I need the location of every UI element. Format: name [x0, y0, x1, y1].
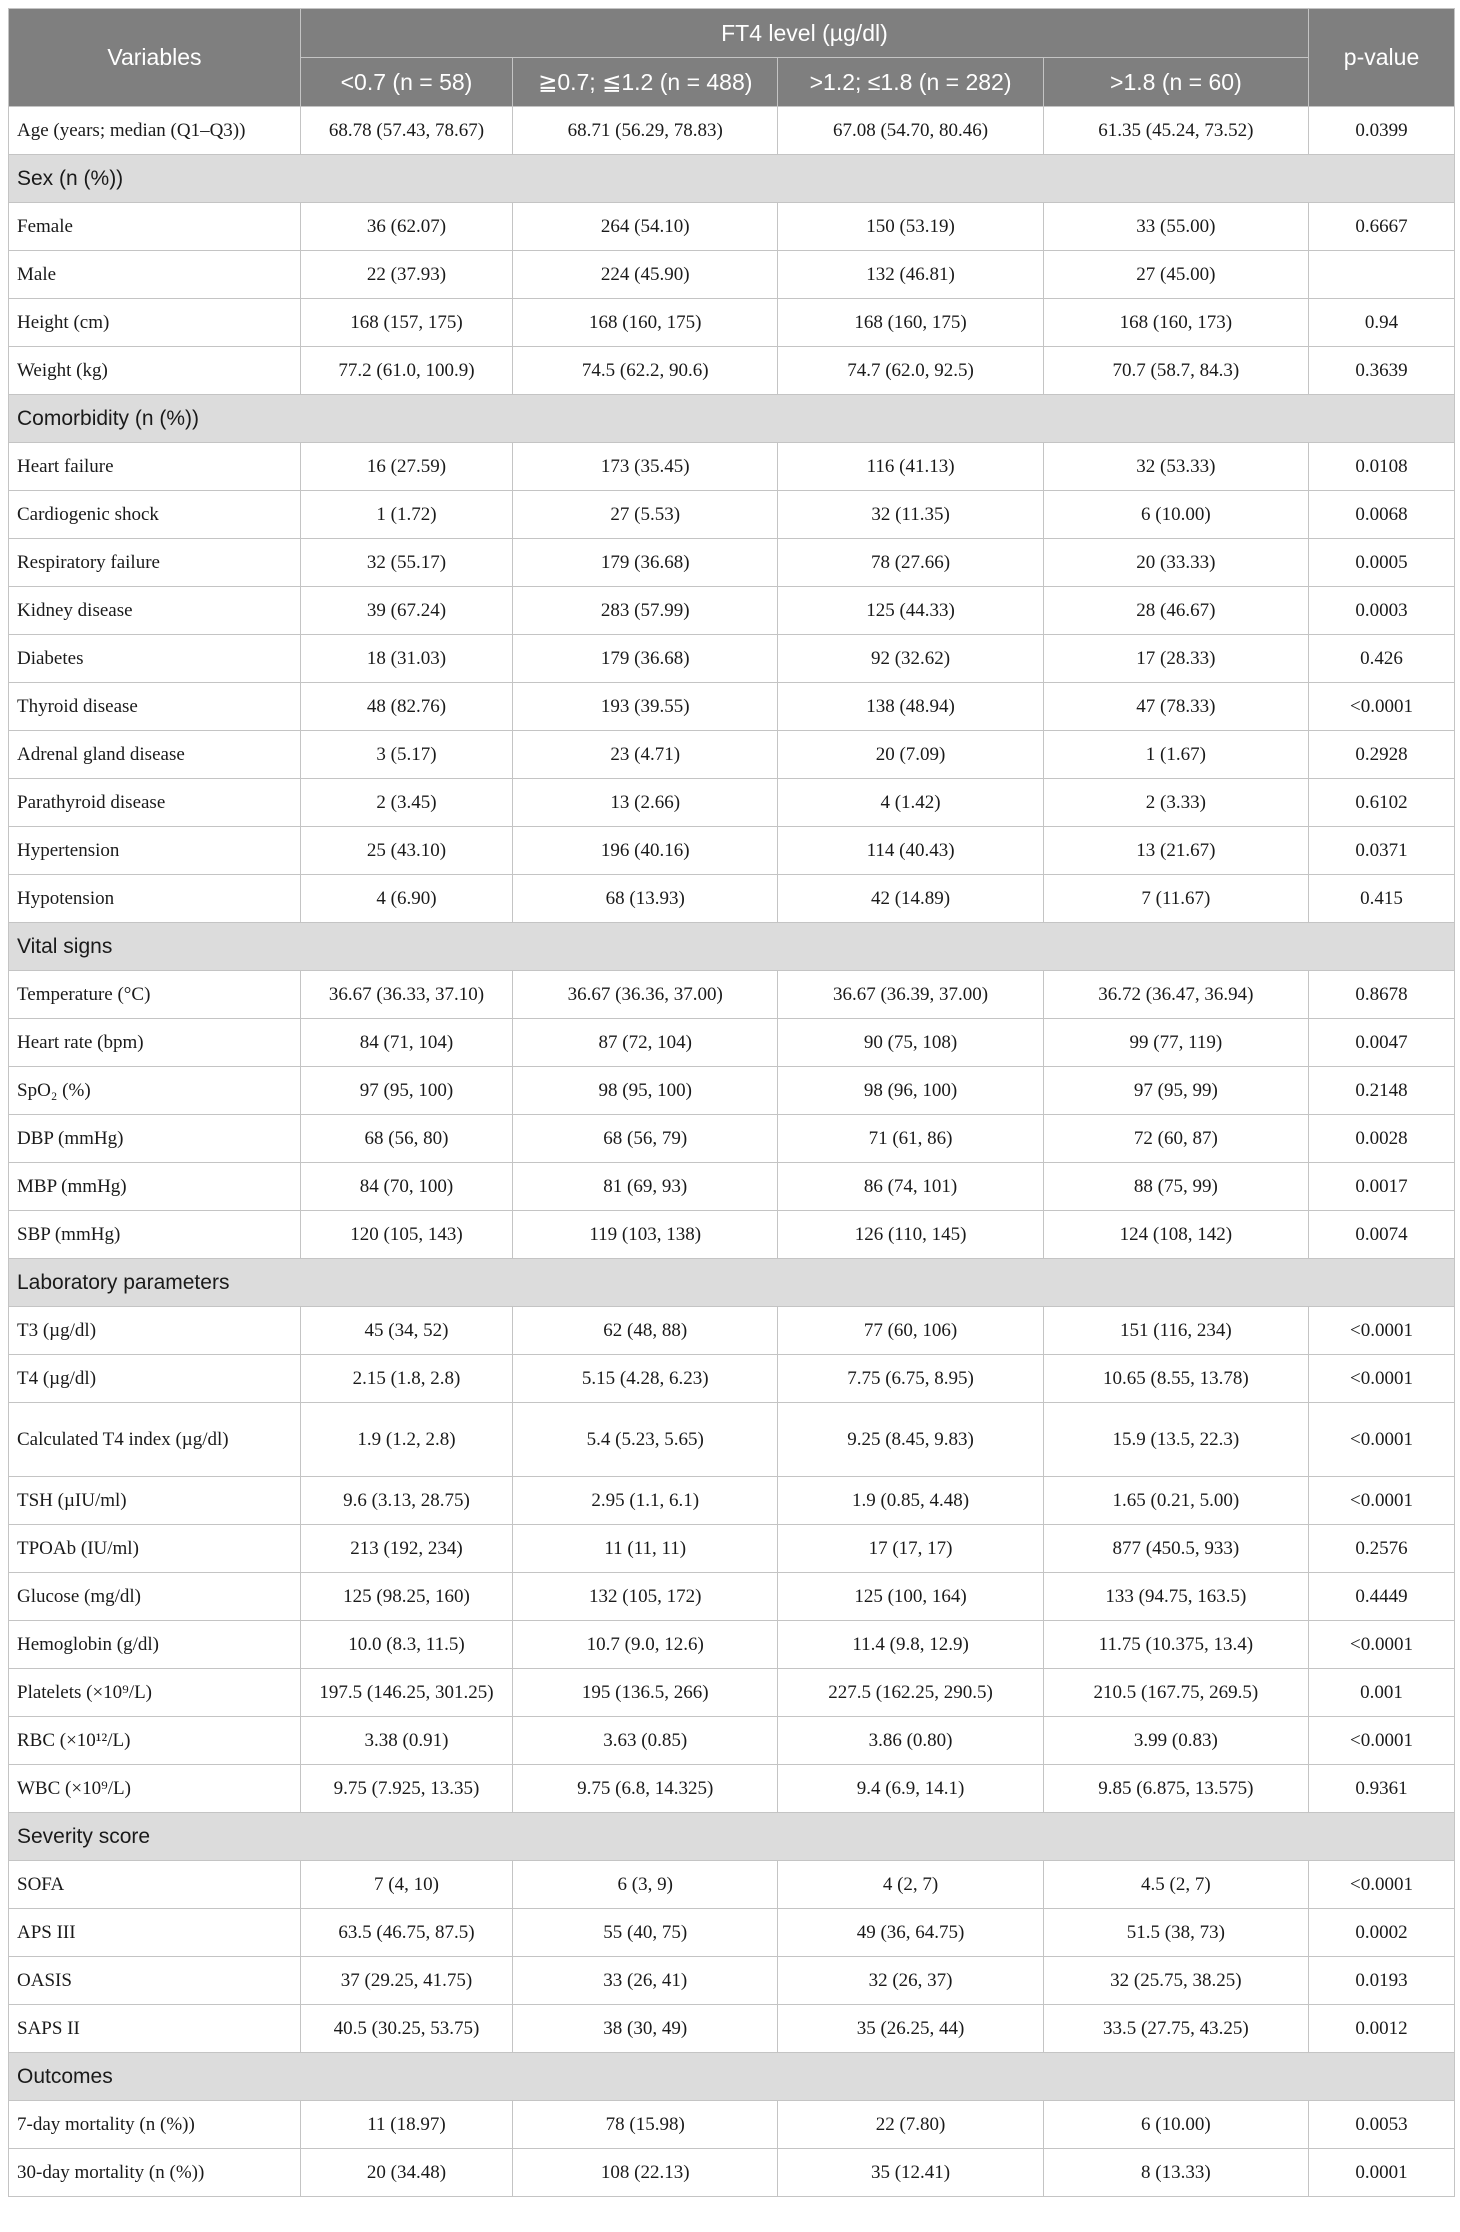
cell-value: 33.5 (27.75, 43.25) — [1043, 2005, 1308, 2053]
row-label: SBP (mmHg) — [9, 1211, 301, 1259]
cell-value: 2 (3.45) — [300, 779, 512, 827]
cell-value: 132 (46.81) — [778, 251, 1043, 299]
cell-value: 68 (13.93) — [513, 875, 778, 923]
table-row — [9, 971, 1455, 1019]
cell-value: 61.35 (45.24, 73.52) — [1043, 107, 1308, 155]
cell-value: 22 (7.80) — [778, 2101, 1043, 2149]
table-row — [9, 1621, 1455, 1669]
cell-value: 33 (26, 41) — [513, 1957, 778, 2005]
cell-p-value: 0.8678 — [1309, 971, 1455, 1019]
cell-value: 227.5 (162.25, 290.5) — [778, 1669, 1043, 1717]
table-row — [9, 635, 1455, 683]
cell-value: 68.78 (57.43, 78.67) — [300, 107, 512, 155]
cell-value: 133 (94.75, 163.5) — [1043, 1573, 1308, 1621]
section-label: Vital signs — [9, 923, 1455, 971]
cell-p-value: 0.6102 — [1309, 779, 1455, 827]
table-header — [9, 9, 1455, 107]
cell-value: 16 (27.59) — [300, 443, 512, 491]
row-label: TPOAb (IU/ml) — [9, 1525, 301, 1573]
cell-value: 45 (34, 52) — [300, 1307, 512, 1355]
cell-value: 35 (26.25, 44) — [778, 2005, 1043, 2053]
cell-value: 9.6 (3.13, 28.75) — [300, 1477, 512, 1525]
row-label: Height (cm) — [9, 299, 301, 347]
table-row — [9, 683, 1455, 731]
cell-p-value: 0.0108 — [1309, 443, 1455, 491]
header-column: ≧0.7; ≦1.2 (n = 488) — [513, 58, 778, 107]
cell-value: 3.38 (0.91) — [300, 1717, 512, 1765]
cell-p-value: 0.4449 — [1309, 1573, 1455, 1621]
cell-value: 195 (136.5, 266) — [513, 1669, 778, 1717]
cell-value: 51.5 (38, 73) — [1043, 1909, 1308, 1957]
cell-value: 4 (2, 7) — [778, 1861, 1043, 1909]
cell-value: 98 (96, 100) — [778, 1067, 1043, 1115]
cell-value: 36.67 (36.39, 37.00) — [778, 971, 1043, 1019]
table-row — [9, 1115, 1455, 1163]
table-row — [9, 1211, 1455, 1259]
cell-p-value: 0.2928 — [1309, 731, 1455, 779]
cell-value: 13 (2.66) — [513, 779, 778, 827]
cell-p-value: <0.0001 — [1309, 1477, 1455, 1525]
cell-value: 97 (95, 100) — [300, 1067, 512, 1115]
section-label: Comorbidity (n (%)) — [9, 395, 1455, 443]
cell-value: 132 (105, 172) — [513, 1573, 778, 1621]
cell-value: 32 (55.17) — [300, 539, 512, 587]
cell-value: 25 (43.10) — [300, 827, 512, 875]
table-row — [9, 779, 1455, 827]
table-row — [9, 1909, 1455, 1957]
cell-value: 5.4 (5.23, 5.65) — [513, 1403, 778, 1477]
table-row — [9, 203, 1455, 251]
row-label: Glucose (mg/dl) — [9, 1573, 301, 1621]
section-row — [9, 395, 1455, 443]
row-label: Platelets (×10⁹/L) — [9, 1669, 301, 1717]
cell-p-value: 0.0399 — [1309, 107, 1455, 155]
cell-value: 68 (56, 80) — [300, 1115, 512, 1163]
cell-value: 283 (57.99) — [513, 587, 778, 635]
cell-value: 151 (116, 234) — [1043, 1307, 1308, 1355]
cell-value: 74.5 (62.2, 90.6) — [513, 347, 778, 395]
cell-value: 2 (3.33) — [1043, 779, 1308, 827]
cell-value: 1 (1.72) — [300, 491, 512, 539]
cell-value: 78 (27.66) — [778, 539, 1043, 587]
row-label: Heart rate (bpm) — [9, 1019, 301, 1067]
cell-value: 18 (31.03) — [300, 635, 512, 683]
cell-value: 22 (37.93) — [300, 251, 512, 299]
cell-p-value: 0.0068 — [1309, 491, 1455, 539]
cell-p-value: 0.001 — [1309, 1669, 1455, 1717]
cell-p-value: 0.426 — [1309, 635, 1455, 683]
row-label: Heart failure — [9, 443, 301, 491]
row-label: Respiratory failure — [9, 539, 301, 587]
table-container — [8, 8, 1455, 2197]
cell-value: 77.2 (61.0, 100.9) — [300, 347, 512, 395]
table-row — [9, 1525, 1455, 1573]
table-row — [9, 251, 1455, 299]
cell-value: 3.99 (0.83) — [1043, 1717, 1308, 1765]
cell-value: 108 (22.13) — [513, 2149, 778, 2197]
cell-value: 49 (36, 64.75) — [778, 1909, 1043, 1957]
cell-value: 4 (6.90) — [300, 875, 512, 923]
cell-value: 119 (103, 138) — [513, 1211, 778, 1259]
cell-value: 9.75 (7.925, 13.35) — [300, 1765, 512, 1813]
cell-value: 179 (36.68) — [513, 539, 778, 587]
cell-value: 40.5 (30.25, 53.75) — [300, 2005, 512, 2053]
cell-value: 32 (25.75, 38.25) — [1043, 1957, 1308, 2005]
cell-value: 36.72 (36.47, 36.94) — [1043, 971, 1308, 1019]
cell-p-value: 0.2148 — [1309, 1067, 1455, 1115]
cell-value: 125 (100, 164) — [778, 1573, 1043, 1621]
cell-value: 116 (41.13) — [778, 443, 1043, 491]
section-label: Outcomes — [9, 2053, 1455, 2101]
table-row — [9, 1477, 1455, 1525]
cell-value: 168 (160, 175) — [513, 299, 778, 347]
cell-value: 9.75 (6.8, 14.325) — [513, 1765, 778, 1813]
row-label: T4 (µg/dl) — [9, 1355, 301, 1403]
row-label: 7-day mortality (n (%)) — [9, 2101, 301, 2149]
row-label: SpO₂ (%) — [9, 1067, 301, 1115]
cell-value: 5.15 (4.28, 6.23) — [513, 1355, 778, 1403]
cell-p-value — [1309, 251, 1455, 299]
table-row — [9, 1355, 1455, 1403]
table-row — [9, 1765, 1455, 1813]
row-label: Hemoglobin (g/dl) — [9, 1621, 301, 1669]
cell-p-value: <0.0001 — [1309, 1355, 1455, 1403]
table-row — [9, 299, 1455, 347]
table-row — [9, 1861, 1455, 1909]
cell-value: 10.7 (9.0, 12.6) — [513, 1621, 778, 1669]
cell-value: 37 (29.25, 41.75) — [300, 1957, 512, 2005]
table-row — [9, 539, 1455, 587]
cell-value: 1.65 (0.21, 5.00) — [1043, 1477, 1308, 1525]
cell-value: 10.65 (8.55, 13.78) — [1043, 1355, 1308, 1403]
cell-value: 7 (11.67) — [1043, 875, 1308, 923]
cell-value: 32 (53.33) — [1043, 443, 1308, 491]
table-body — [9, 107, 1455, 2197]
row-label: Kidney disease — [9, 587, 301, 635]
cell-value: 8 (13.33) — [1043, 2149, 1308, 2197]
section-label: Sex (n (%)) — [9, 155, 1455, 203]
table-row — [9, 2149, 1455, 2197]
row-label: Adrenal gland disease — [9, 731, 301, 779]
cell-value: 90 (75, 108) — [778, 1019, 1043, 1067]
characteristics-table — [8, 8, 1455, 2197]
cell-value: 1 (1.67) — [1043, 731, 1308, 779]
header-column: <0.7 (n = 58) — [300, 58, 512, 107]
cell-value: 63.5 (46.75, 87.5) — [300, 1909, 512, 1957]
cell-value: 2.95 (1.1, 6.1) — [513, 1477, 778, 1525]
cell-value: 168 (160, 173) — [1043, 299, 1308, 347]
cell-value: 3.63 (0.85) — [513, 1717, 778, 1765]
cell-value: 35 (12.41) — [778, 2149, 1043, 2197]
cell-p-value: 0.0053 — [1309, 2101, 1455, 2149]
cell-p-value: 0.2576 — [1309, 1525, 1455, 1573]
row-label: Hypertension — [9, 827, 301, 875]
table-row — [9, 1067, 1455, 1115]
cell-value: 33 (55.00) — [1043, 203, 1308, 251]
row-label: MBP (mmHg) — [9, 1163, 301, 1211]
cell-value: 42 (14.89) — [778, 875, 1043, 923]
cell-value: 1.9 (0.85, 4.48) — [778, 1477, 1043, 1525]
cell-p-value: 0.0005 — [1309, 539, 1455, 587]
section-row — [9, 1813, 1455, 1861]
cell-value: 32 (11.35) — [778, 491, 1043, 539]
cell-value: 9.25 (8.45, 9.83) — [778, 1403, 1043, 1477]
cell-p-value: 0.3639 — [1309, 347, 1455, 395]
table-row — [9, 587, 1455, 635]
table-row — [9, 1307, 1455, 1355]
cell-value: 6 (3, 9) — [513, 1861, 778, 1909]
cell-value: 88 (75, 99) — [1043, 1163, 1308, 1211]
cell-value: 68.71 (56.29, 78.83) — [513, 107, 778, 155]
table-row — [9, 731, 1455, 779]
cell-p-value: 0.415 — [1309, 875, 1455, 923]
row-label: Male — [9, 251, 301, 299]
cell-value: 9.85 (6.875, 13.575) — [1043, 1765, 1308, 1813]
cell-p-value: <0.0001 — [1309, 1403, 1455, 1477]
cell-value: 27 (45.00) — [1043, 251, 1308, 299]
cell-value: 1.9 (1.2, 2.8) — [300, 1403, 512, 1477]
cell-value: 2.15 (1.8, 2.8) — [300, 1355, 512, 1403]
cell-value: 4 (1.42) — [778, 779, 1043, 827]
section-label: Severity score — [9, 1813, 1455, 1861]
row-label: TSH (µIU/ml) — [9, 1477, 301, 1525]
cell-value: 74.7 (62.0, 92.5) — [778, 347, 1043, 395]
cell-value: 15.9 (13.5, 22.3) — [1043, 1403, 1308, 1477]
cell-p-value: 0.9361 — [1309, 1765, 1455, 1813]
cell-value: 67.08 (54.70, 80.46) — [778, 107, 1043, 155]
row-label: Female — [9, 203, 301, 251]
cell-p-value: 0.94 — [1309, 299, 1455, 347]
cell-value: 168 (157, 175) — [300, 299, 512, 347]
table-row — [9, 827, 1455, 875]
cell-value: 87 (72, 104) — [513, 1019, 778, 1067]
table-row — [9, 107, 1455, 155]
cell-value: 99 (77, 119) — [1043, 1019, 1308, 1067]
cell-value: 3.86 (0.80) — [778, 1717, 1043, 1765]
cell-value: 213 (192, 234) — [300, 1525, 512, 1573]
row-label: RBC (×10¹²/L) — [9, 1717, 301, 1765]
row-label: Parathyroid disease — [9, 779, 301, 827]
cell-value: 36 (62.07) — [300, 203, 512, 251]
cell-value: 38 (30, 49) — [513, 2005, 778, 2053]
cell-value: 11.4 (9.8, 12.9) — [778, 1621, 1043, 1669]
cell-value: 92 (32.62) — [778, 635, 1043, 683]
header-row-top — [9, 9, 1455, 58]
table-row — [9, 1163, 1455, 1211]
cell-p-value: 0.0193 — [1309, 1957, 1455, 2005]
table-row — [9, 1669, 1455, 1717]
row-label: APS III — [9, 1909, 301, 1957]
section-row — [9, 155, 1455, 203]
row-label: WBC (×10⁹/L) — [9, 1765, 301, 1813]
cell-p-value: <0.0001 — [1309, 1621, 1455, 1669]
row-label: Calculated T4 index (µg/dl) — [9, 1403, 301, 1477]
cell-p-value: <0.0001 — [1309, 1307, 1455, 1355]
cell-value: 224 (45.90) — [513, 251, 778, 299]
section-row — [9, 1259, 1455, 1307]
row-label: Temperature (°C) — [9, 971, 301, 1019]
header-column: >1.8 (n = 60) — [1043, 58, 1308, 107]
cell-value: 173 (35.45) — [513, 443, 778, 491]
cell-value: 97 (95, 99) — [1043, 1067, 1308, 1115]
cell-value: 877 (450.5, 933) — [1043, 1525, 1308, 1573]
cell-value: 72 (60, 87) — [1043, 1115, 1308, 1163]
row-label: SAPS II — [9, 2005, 301, 2053]
header-group-title: FT4 level (µg/dl) — [300, 9, 1308, 58]
table-row — [9, 1019, 1455, 1067]
cell-value: 9.4 (6.9, 14.1) — [778, 1765, 1043, 1813]
cell-p-value: 0.0371 — [1309, 827, 1455, 875]
header-column: >1.2; ≤1.8 (n = 282) — [778, 58, 1043, 107]
cell-value: 124 (108, 142) — [1043, 1211, 1308, 1259]
cell-value: 197.5 (146.25, 301.25) — [300, 1669, 512, 1717]
cell-value: 11 (18.97) — [300, 2101, 512, 2149]
cell-p-value: 0.6667 — [1309, 203, 1455, 251]
cell-value: 210.5 (167.75, 269.5) — [1043, 1669, 1308, 1717]
cell-value: 20 (7.09) — [778, 731, 1043, 779]
cell-value: 168 (160, 175) — [778, 299, 1043, 347]
cell-value: 17 (17, 17) — [778, 1525, 1043, 1573]
row-label: T3 (µg/dl) — [9, 1307, 301, 1355]
table-row — [9, 1957, 1455, 2005]
cell-value: 47 (78.33) — [1043, 683, 1308, 731]
cell-value: 39 (67.24) — [300, 587, 512, 635]
table-row — [9, 875, 1455, 923]
cell-value: 78 (15.98) — [513, 2101, 778, 2149]
cell-value: 36.67 (36.36, 37.00) — [513, 971, 778, 1019]
cell-value: 55 (40, 75) — [513, 1909, 778, 1957]
cell-value: 7 (4, 10) — [300, 1861, 512, 1909]
cell-p-value: 0.0028 — [1309, 1115, 1455, 1163]
cell-value: 264 (54.10) — [513, 203, 778, 251]
cell-value: 62 (48, 88) — [513, 1307, 778, 1355]
cell-value: 36.67 (36.33, 37.10) — [300, 971, 512, 1019]
cell-value: 125 (98.25, 160) — [300, 1573, 512, 1621]
table-row — [9, 347, 1455, 395]
table-row — [9, 2101, 1455, 2149]
cell-value: 20 (33.33) — [1043, 539, 1308, 587]
row-label: Cardiogenic shock — [9, 491, 301, 539]
section-label: Laboratory parameters — [9, 1259, 1455, 1307]
cell-p-value: 0.0017 — [1309, 1163, 1455, 1211]
table-row — [9, 1717, 1455, 1765]
cell-value: 81 (69, 93) — [513, 1163, 778, 1211]
cell-value: 71 (61, 86) — [778, 1115, 1043, 1163]
table-row — [9, 1403, 1455, 1477]
cell-value: 125 (44.33) — [778, 587, 1043, 635]
cell-value: 3 (5.17) — [300, 731, 512, 779]
row-label: 30-day mortality (n (%)) — [9, 2149, 301, 2197]
cell-value: 77 (60, 106) — [778, 1307, 1043, 1355]
row-label: SOFA — [9, 1861, 301, 1909]
cell-value: 196 (40.16) — [513, 827, 778, 875]
cell-value: 86 (74, 101) — [778, 1163, 1043, 1211]
row-label: Hypotension — [9, 875, 301, 923]
table-row — [9, 491, 1455, 539]
cell-value: 17 (28.33) — [1043, 635, 1308, 683]
cell-value: 84 (70, 100) — [300, 1163, 512, 1211]
row-label: Thyroid disease — [9, 683, 301, 731]
cell-value: 126 (110, 145) — [778, 1211, 1043, 1259]
cell-p-value: 0.0003 — [1309, 587, 1455, 635]
cell-value: 179 (36.68) — [513, 635, 778, 683]
cell-value: 6 (10.00) — [1043, 2101, 1308, 2149]
table-row — [9, 443, 1455, 491]
row-label: OASIS — [9, 1957, 301, 2005]
cell-p-value: <0.0001 — [1309, 1717, 1455, 1765]
section-row — [9, 2053, 1455, 2101]
cell-value: 4.5 (2, 7) — [1043, 1861, 1308, 1909]
cell-p-value: 0.0002 — [1309, 1909, 1455, 1957]
cell-value: 11 (11, 11) — [513, 1525, 778, 1573]
header-p-value: p-value — [1309, 9, 1455, 107]
cell-value: 120 (105, 143) — [300, 1211, 512, 1259]
cell-p-value: 0.0012 — [1309, 2005, 1455, 2053]
row-label: DBP (mmHg) — [9, 1115, 301, 1163]
cell-value: 68 (56, 79) — [513, 1115, 778, 1163]
cell-value: 27 (5.53) — [513, 491, 778, 539]
cell-value: 11.75 (10.375, 13.4) — [1043, 1621, 1308, 1669]
section-row — [9, 923, 1455, 971]
cell-value: 138 (48.94) — [778, 683, 1043, 731]
cell-value: 28 (46.67) — [1043, 587, 1308, 635]
cell-value: 193 (39.55) — [513, 683, 778, 731]
row-label: Age (years; median (Q1–Q3)) — [9, 107, 301, 155]
cell-p-value: <0.0001 — [1309, 1861, 1455, 1909]
cell-value: 20 (34.48) — [300, 2149, 512, 2197]
row-label: Weight (kg) — [9, 347, 301, 395]
table-row — [9, 1573, 1455, 1621]
cell-value: 10.0 (8.3, 11.5) — [300, 1621, 512, 1669]
cell-value: 48 (82.76) — [300, 683, 512, 731]
cell-p-value: 0.0074 — [1309, 1211, 1455, 1259]
cell-value: 6 (10.00) — [1043, 491, 1308, 539]
cell-value: 32 (26, 37) — [778, 1957, 1043, 2005]
header-variables: Variables — [9, 9, 301, 107]
cell-value: 23 (4.71) — [513, 731, 778, 779]
cell-value: 84 (71, 104) — [300, 1019, 512, 1067]
cell-p-value: 0.0001 — [1309, 2149, 1455, 2197]
cell-value: 114 (40.43) — [778, 827, 1043, 875]
table-row — [9, 2005, 1455, 2053]
row-label: Diabetes — [9, 635, 301, 683]
cell-p-value: <0.0001 — [1309, 683, 1455, 731]
cell-p-value: 0.0047 — [1309, 1019, 1455, 1067]
cell-value: 13 (21.67) — [1043, 827, 1308, 875]
cell-value: 70.7 (58.7, 84.3) — [1043, 347, 1308, 395]
cell-value: 150 (53.19) — [778, 203, 1043, 251]
cell-value: 98 (95, 100) — [513, 1067, 778, 1115]
cell-value: 7.75 (6.75, 8.95) — [778, 1355, 1043, 1403]
